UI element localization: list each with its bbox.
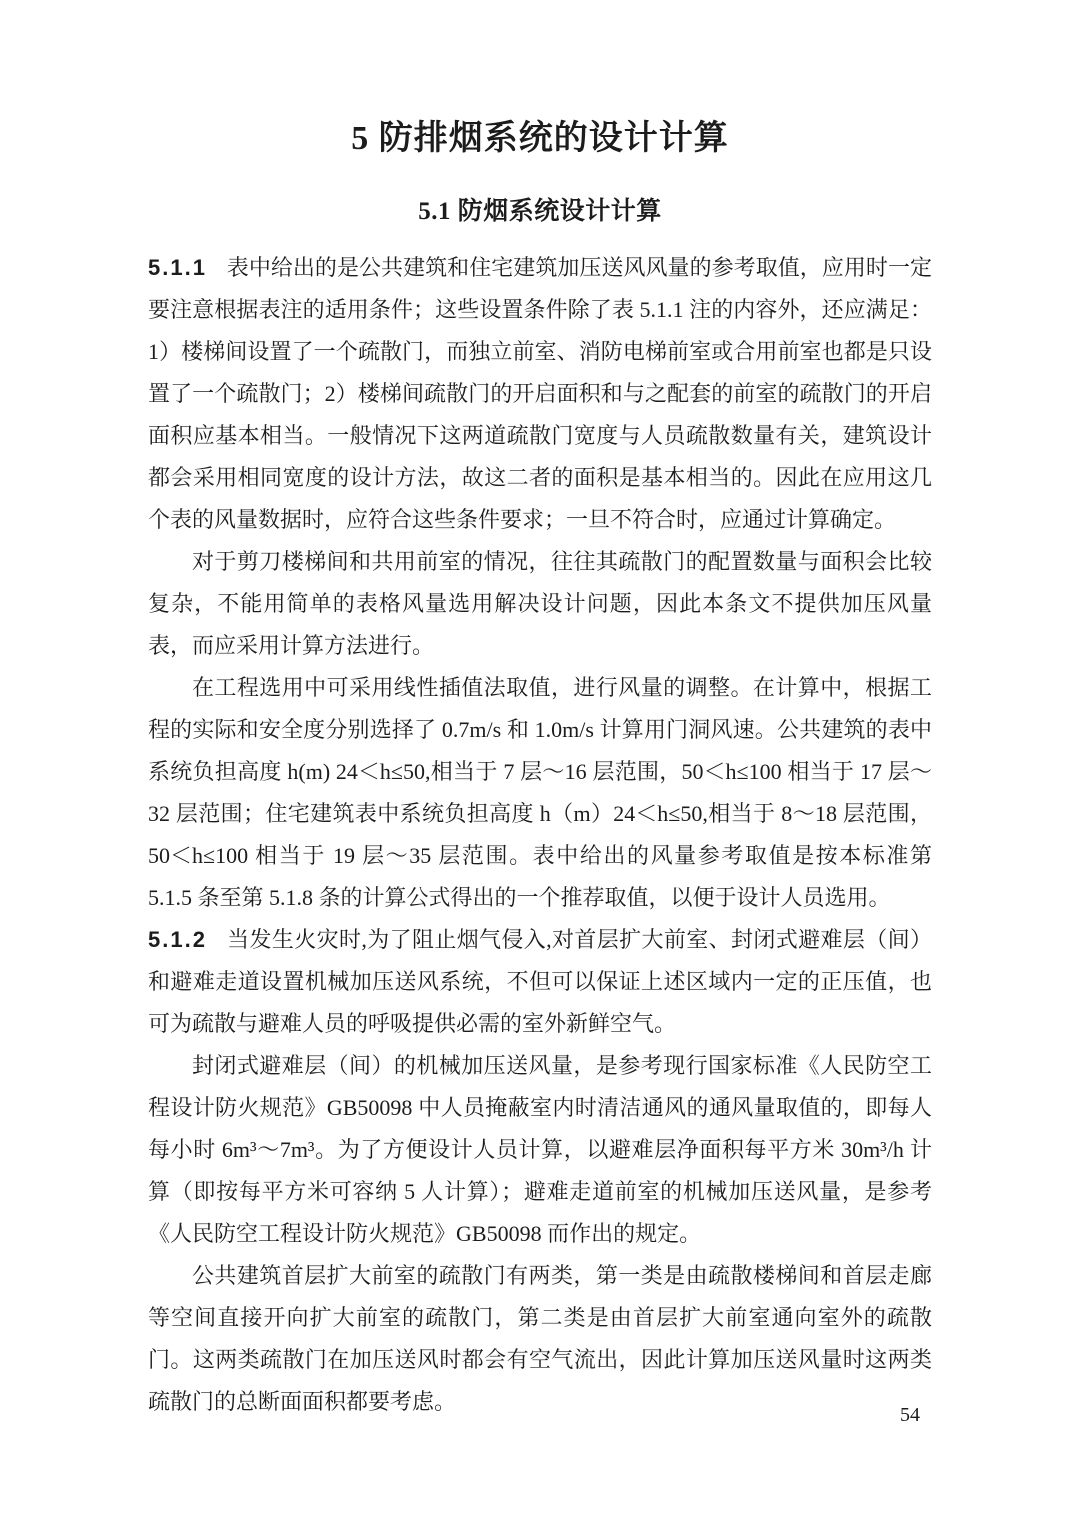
paragraph xyxy=(148,1255,932,1423)
paragraph-text: 封闭式避难层（间）的机械加压送风量，是参考现行国家标准《人民防空工程设计防火规范》GB50098 中人员掩蔽室内时清洁通风的通风量取值的，即每人每小时 6m³～7m³。为了方便设计人员计算，以避难层净面积每平方米 30m³/h 计算（即按每平方米可容纳 5 人计算）；避难走道前室的机械加压送风量，是参考《人民防空工程设计防火规范》GB50098 而作出的规定。 xyxy=(148,1052,932,1246)
paragraph-text: 当发生火灾时,为了阻止烟气侵入,对首层扩大前室、封闭式避难层（间）和避难走道设置机械加压送风系统，不但可以保证上述区域内一定的正压值，也可为疏散与避难人员的呼吸提供必需的室外新鲜空气。 xyxy=(148,926,932,1036)
paragraph xyxy=(148,541,932,667)
clause-number-5-1-1: 5.1.1 xyxy=(148,254,207,280)
paragraph xyxy=(148,1045,932,1255)
paragraph-text: 对于剪刀楼梯间和共用前室的情况，往往其疏散门的配置数量与面积会比较复杂，不能用简单的表格风量选用解决设计问题，因此本条文不提供加压风量表，而应采用计算方法进行。 xyxy=(148,548,932,658)
section-title: 5.1 防烟系统设计计算 xyxy=(418,197,662,225)
clause-number-5-1-2: 5.1.2 xyxy=(148,926,207,952)
paragraph-clause-5-1-2 xyxy=(148,919,932,1045)
paragraph-text: 在工程选用中可采用线性插值法取值，进行风量的调整。在计算中，根据工程的实际和安全度分别选择了 0.7m/s 和 1.0m/s 计算用门洞风速。公共建筑的表中系统负担高度 h(m) 24＜h≤50,相当于 7 层～16 层范围，50＜h≤100 相当于 17 层～32 层范围；住宅建筑表中系统负担高度 h（m）24＜h≤50,相当于 8～18 层范围，50＜h≤100 相当于 19 层～35 层范围。表中给出的风量参考取值是按本标准第 5.1.5 条至第 5.1.8 条的计算公式得出的一个推荐取值，以便于设计人员选用。 xyxy=(148,674,932,910)
paragraph-clause-5-1-1 xyxy=(148,247,932,541)
paragraph xyxy=(148,667,932,919)
paragraph-text: 公共建筑首层扩大前室的疏散门有两类，第一类是由疏散楼梯间和首层走廊等空间直接开向扩大前室的疏散门，第二类是由首层扩大前室通向室外的疏散门。这两类疏散门在加压送风时都会有空气流出，因此计算加压送风量时这两类疏散门的总断面面积都要考虑。 xyxy=(148,1262,932,1414)
body-text xyxy=(148,247,932,1423)
chapter-title: 5 防排烟系统的设计计算 xyxy=(351,120,729,157)
paragraph-text: 表中给出的是公共建筑和住宅建筑加压送风风量的参考取值，应用时一定要注意根据表注的适用条件；这些设置条件除了表 5.1.1 注的内容外，还应满足：1）楼梯间设置了一个疏散门，而独立前室、消防电梯前室或合用前室也都是只设置了一个疏散门；2）楼梯间疏散门的开启面积和与之配套的前室的疏散门的开启面积应基本相当。一般情况下这两道疏散门宽度与人员疏散数量有关，建筑设计都会采用相同宽度的设计方法，故这二者的面积是基本相当的。因此在应用这几个表的风量数据时，应符合这些条件要求；一旦不符合时，应通过计算确定。 xyxy=(148,254,932,532)
page-number: 54 xyxy=(900,1404,920,1426)
